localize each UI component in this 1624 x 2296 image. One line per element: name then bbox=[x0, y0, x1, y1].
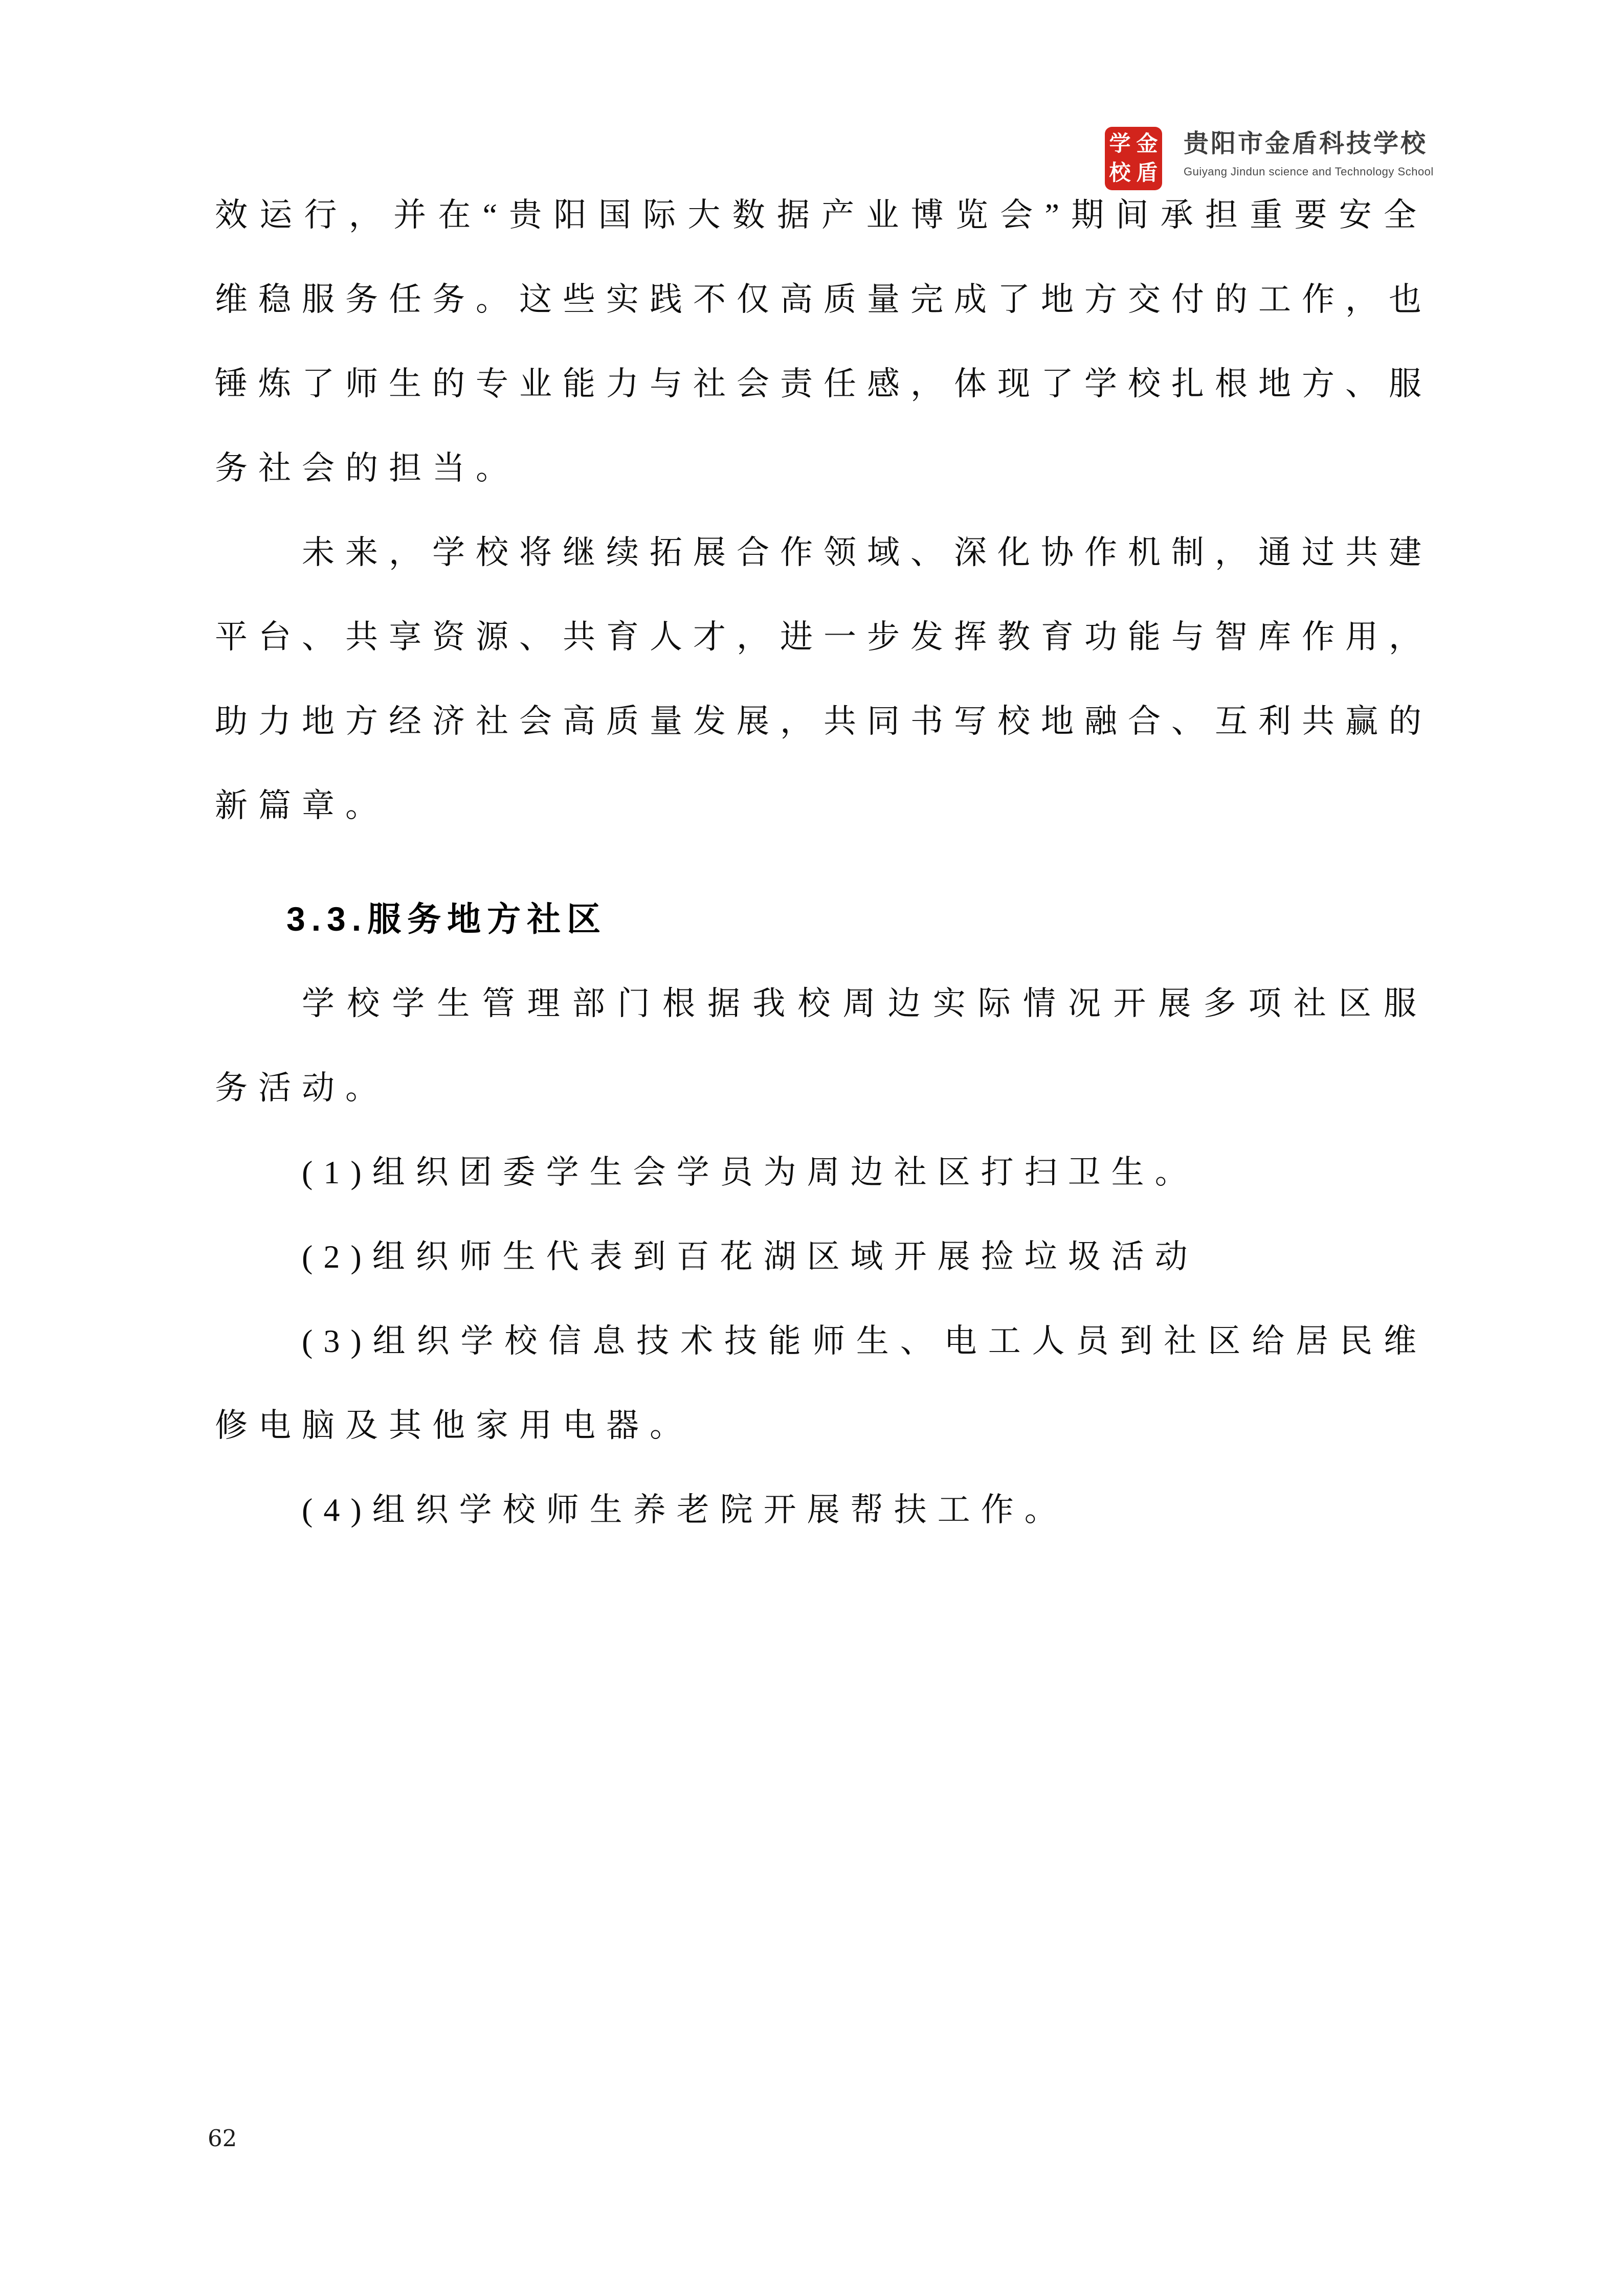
list-item-3: (3)组织学校信息技术技能师生、电工人员到社区给居民维 bbox=[302, 1323, 1427, 1359]
text-line: 未来，学校将继续拓展合作领域、深化协作机制，通过共建 bbox=[302, 534, 1432, 571]
text-line: 维稳服务任务。这些实践不仅高质量完成了地方交付的工作，也 bbox=[215, 281, 1432, 318]
document-body bbox=[215, 173, 1432, 1552]
seal-char-top-left: 学 bbox=[1109, 132, 1131, 156]
list-item-4: (4)组织学校师生养老院开展帮扶工作。 bbox=[302, 1492, 1068, 1528]
text-line: 平台、共享资源、共育人才，进一步发挥教育功能与智库作用， bbox=[215, 619, 1432, 655]
school-name-english: Guiyang Jindun science and Technology School bbox=[1184, 165, 1434, 178]
seal-char-top-right: 金 bbox=[1136, 132, 1158, 156]
text-line: 锤炼了师生的专业能力与社会责任感，体现了学校扎根地方、服 bbox=[215, 366, 1432, 402]
school-name-chinese: 贵阳市金盾科技学校 bbox=[1184, 130, 1428, 157]
text-line: 助力地方经济社会高质量发展，共同书写校地融合、互利共赢的 bbox=[215, 703, 1432, 739]
school-name-block bbox=[1184, 127, 1434, 179]
text-line: 效运行，并在“贵阳国际大数据产业博览会”期间承担重要安全 bbox=[215, 197, 1427, 233]
seal-char-bottom-right: 盾 bbox=[1136, 161, 1158, 185]
list-item-2: (2)组织师生代表到百花湖区域开展捡垃圾活动 bbox=[302, 1239, 1198, 1275]
text-line: 新篇章。 bbox=[215, 787, 389, 824]
list-item-3-continuation: 修电脑及其他家用电器。 bbox=[215, 1407, 693, 1444]
list-item-1: (1)组织团委学生会学员为周边社区打扫卫生。 bbox=[302, 1154, 1198, 1190]
seal-char-bottom-left: 校 bbox=[1109, 161, 1131, 185]
text-line: 学校学生管理部门根据我校周边实际情况开展多项社区服 bbox=[302, 985, 1427, 1022]
page-number: 62 bbox=[208, 2125, 237, 2152]
text-line: 务活动。 bbox=[215, 1070, 389, 1106]
section-heading-3-3: 3.3.服务地方社区 bbox=[286, 900, 607, 938]
text-line: 务社会的担当。 bbox=[215, 450, 519, 486]
